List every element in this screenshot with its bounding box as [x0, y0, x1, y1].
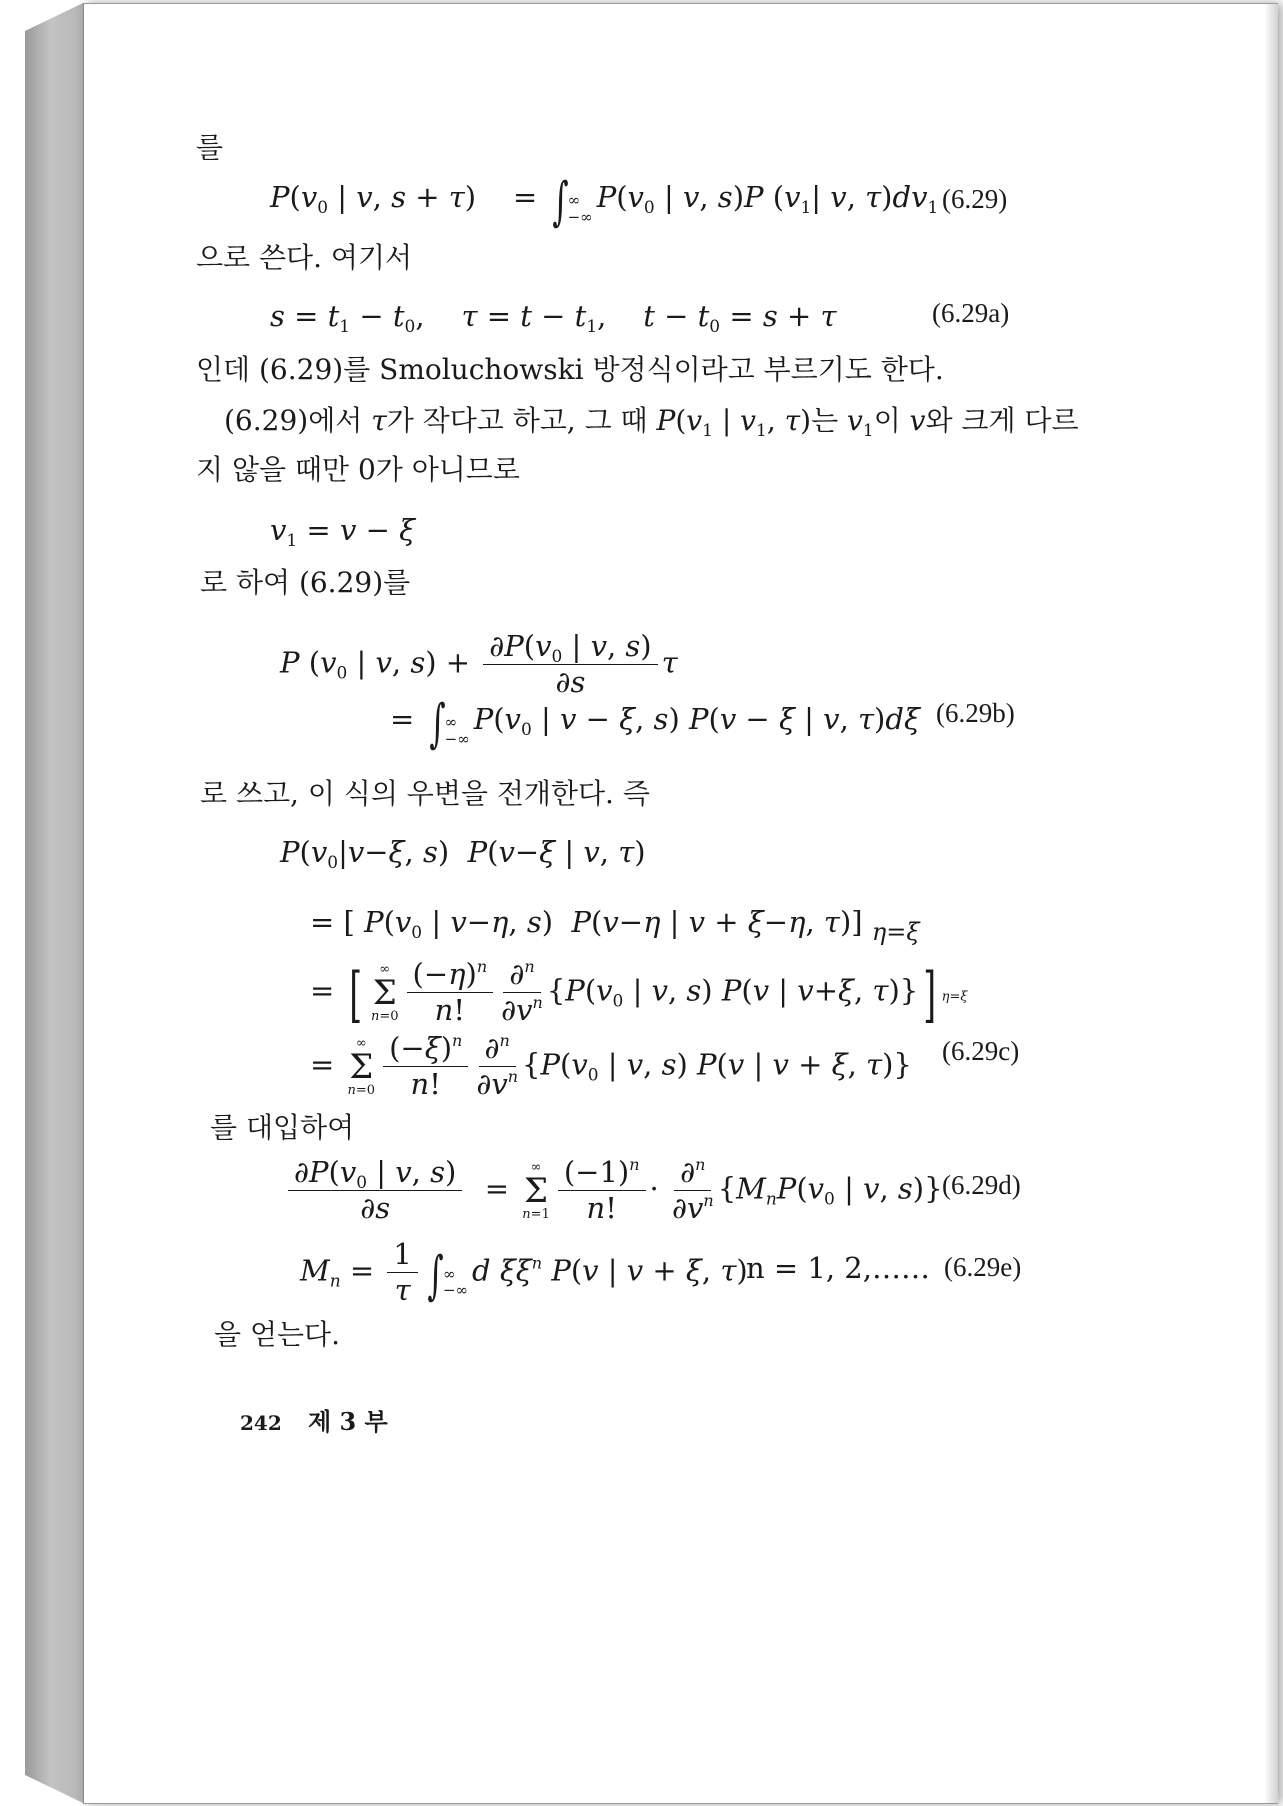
equation-number-6-29b: (6.29b): [936, 698, 1015, 728]
equation-number-6-29: (6.29): [942, 184, 1008, 214]
text-line-9: 을 얻는다.: [214, 1318, 340, 1351]
text-line-3: 인데 (6.29)를 Smoluchowski 방정식이라고 부르기도 한다.: [196, 353, 944, 386]
text-line-4a: (6.29)에서: [224, 404, 372, 437]
text-line-2: 으로 쓴다. 여기서: [196, 241, 413, 274]
text-line-8: 를 대입하여: [210, 1111, 355, 1144]
equation-number-6-29d: (6.29d): [942, 1170, 1021, 1200]
page-footer: [240, 1407, 388, 1436]
page-shadow: [1264, 4, 1278, 1803]
equation-expansion-line-2: = [ ∞ Σ n=0 $\frac{(-\eta)^n}{n!}$ $\frac{\partial^n}{\partial v^n}$ {$P(v_0$ | v, s) P(v | v+ξ, τ)}] η=ξ: [310, 957, 968, 1030]
equation-number-6-29a: (6.29a): [932, 298, 1010, 328]
equation-n-values: n = 1, 2,……: [746, 1251, 930, 1285]
part-label: 제 3 부: [307, 1407, 388, 1436]
equation-expansion-line-3: = ∞ Σ n=0 $\frac{(-\xi)^n}{n!}$ $\frac{\partial^n}{\partial v^n}$ {$P(v_0$ | v, s) P(v | v + ξ, τ)}: [310, 1031, 912, 1101]
text-line-4: (6.29)에서 τ가 작다고 하고, 그 때 $P(v_1$ | $v_1$, τ)는 $v_1$이 v와 크게 다르: [224, 404, 1079, 441]
equation-expansion-line-1: = [ $P(v_0$ | v−η, s) P(v−η | v + ξ−η, τ)] $_{\eta=\xi}$: [310, 905, 920, 946]
equation-6-29b-lhs: P ($v_0$ | v, s) + $\frac{\partial P(v_0 | v, s)}{\partial s}$ τ: [280, 629, 678, 699]
equation-6-29e: $M_n$ = $\frac{1}{\tau}$ ∫ ∞ −∞ d $\xi\xi^n$ P(v | v + ξ, τ): [300, 1237, 748, 1307]
equation-number-6-29e: (6.29e): [944, 1252, 1022, 1282]
text-line-5: 지 않을 때만 0가 아니므로: [196, 453, 520, 486]
equation-6-29b-rhs: = ∫ ∞ −∞ $P(v_0$ | v − ξ, s) P(v − ξ | v, τ)dξ: [390, 694, 920, 754]
equation-6-29a: $s = t_1 - t_0$, $\tau = t - t_1$, $t - t_0 = s + \tau$: [270, 299, 837, 337]
text-line-4d: 이: [873, 404, 910, 437]
equation-number-6-29c: (6.29c): [942, 1036, 1020, 1066]
text-line-1: 를: [196, 131, 224, 164]
page-number: 242: [240, 1411, 282, 1435]
text-line-4b: 가 작다고 하고, 그 때: [386, 404, 657, 437]
text-line-4c: 는: [811, 404, 848, 437]
book-page: [83, 3, 1278, 1804]
equation-expansion-start: $P(v_0|v-\xi$, s) P(v−ξ | v, τ): [280, 835, 646, 873]
book-spine-edge: [25, 3, 83, 1803]
equation-6-29: $P(v_0$ | v, s + τ) = ∫ ∞ −∞ $P(v_0$ | v, s)P ($v_1|$ v, $\tau)dv_1$: [270, 172, 939, 232]
text-line-7: 로 쓰고, 이 식의 우변을 전개한다. 즉: [200, 777, 650, 810]
text-line-6: 로 하여 (6.29)를: [200, 566, 411, 599]
equation-v1: $v_1 = v - \xi$: [270, 513, 416, 551]
text-line-4e: 와 크게 다르: [925, 404, 1079, 437]
equation-6-29d: $\frac{\partial P(v_0 | v, s)}{\partial s}$ = ∞ Σ n=1 $\frac{(-1)^n}{n!}$ · $\frac{\partial^n}{\partial v^n}$ {$M_nP(v_0$ | v, s)}: [284, 1158, 943, 1223]
